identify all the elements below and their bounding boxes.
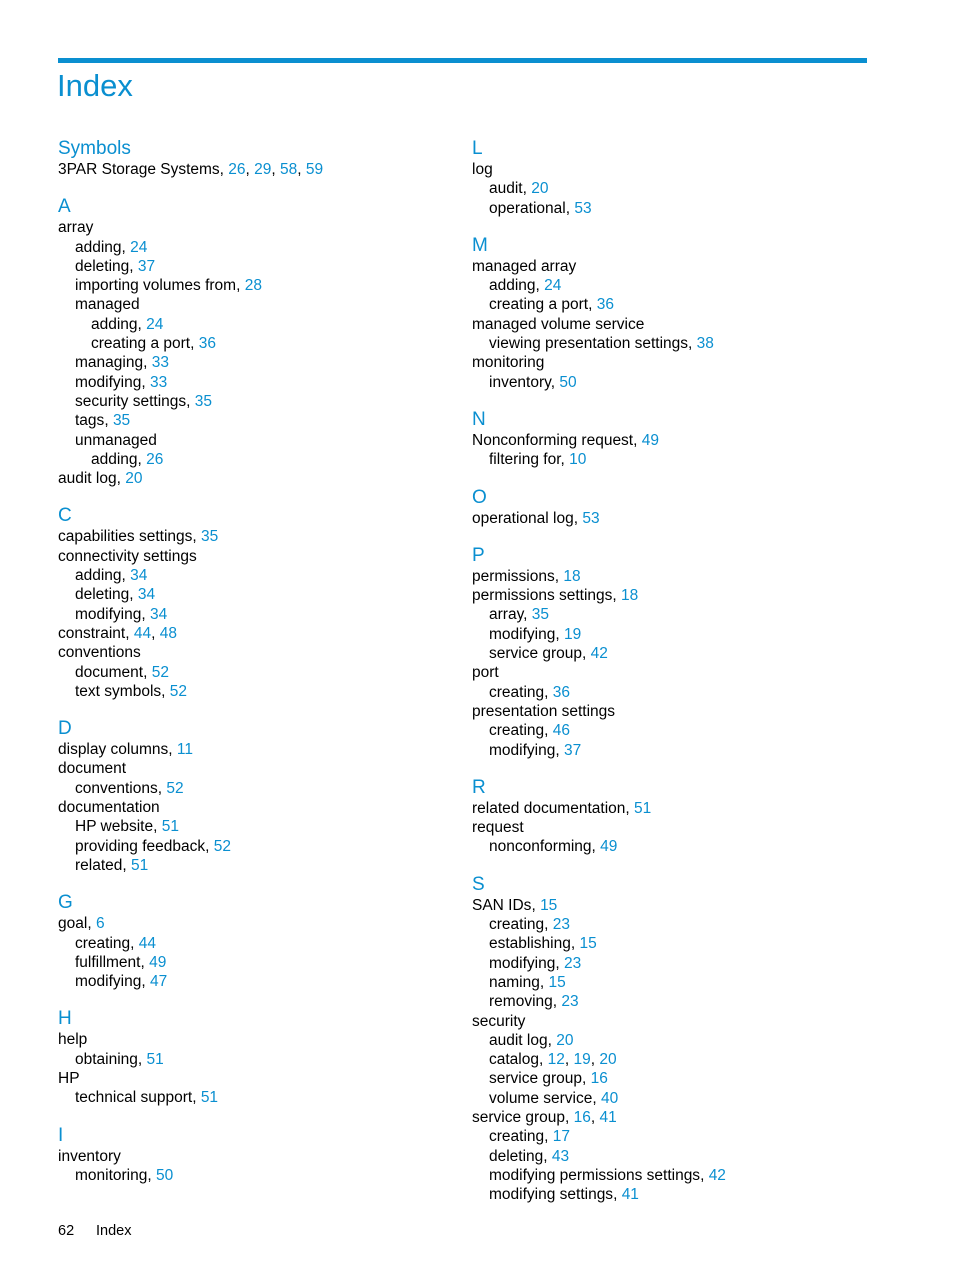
index-term: adding <box>75 567 122 585</box>
index-section <box>472 545 892 760</box>
index-term: modifying <box>75 373 142 391</box>
index-term: HP <box>58 1069 80 1087</box>
index-entry: creating, 17 <box>489 1128 571 1146</box>
page-link[interactable]: 36 <box>552 683 571 701</box>
index-entry: constraint, 44, 48 <box>58 624 177 642</box>
index-entry: establishing, 15 <box>489 935 597 953</box>
index-entry: nonconforming, 49 <box>489 838 618 856</box>
index-entry: related, 51 <box>75 856 149 874</box>
page-link[interactable]: 35 <box>194 392 213 410</box>
footer-label: Index <box>96 1223 132 1239</box>
index-entry <box>472 702 892 721</box>
index-term: creating <box>489 1128 545 1146</box>
index-term: security <box>472 1012 526 1030</box>
index-entry: service group, 16 <box>489 1070 608 1088</box>
page-link[interactable]: 20 <box>531 180 549 198</box>
index-term: creating <box>489 722 545 740</box>
index-term: tags <box>75 412 105 430</box>
index-term: filtering for <box>489 451 561 469</box>
index-section <box>472 777 892 857</box>
index-entry: document, 52 <box>75 663 169 681</box>
page-link[interactable]: 16 <box>590 1070 608 1088</box>
index-section <box>58 196 478 488</box>
index-term: adding <box>91 315 138 333</box>
page-link[interactable]: 58 <box>280 161 298 178</box>
index-term: creating a port <box>489 296 589 314</box>
page-link[interactable]: 34 <box>130 567 148 585</box>
page-link[interactable]: 43 <box>551 1147 570 1165</box>
index-term: modifying settings <box>489 1186 614 1204</box>
index-term: conventions <box>75 779 158 797</box>
index-term: Nonconforming request <box>472 431 634 449</box>
index-entry: security settings, 35 <box>75 392 213 410</box>
page-link[interactable]: 15 <box>540 896 558 914</box>
page-link[interactable]: 23 <box>563 954 582 972</box>
index-entry: creating a port, 36 <box>91 335 216 353</box>
index-term: document <box>58 760 127 778</box>
index-term: related documentation <box>472 799 626 817</box>
index-term: nonconforming <box>489 838 592 856</box>
page-link[interactable]: 6 <box>95 915 105 933</box>
index-term: modifying <box>489 625 556 643</box>
index-entry: SAN IDs, 15 <box>472 896 558 914</box>
index-term: creating a port <box>91 335 191 353</box>
page-link[interactable]: 42 <box>590 645 608 663</box>
index-entry <box>58 798 478 817</box>
index-entry <box>58 1069 478 1088</box>
index-entry: text symbols, 52 <box>75 682 188 700</box>
index-term: service group <box>489 645 583 663</box>
index-entry: managing, 33 <box>75 354 169 372</box>
index-term: array <box>489 606 524 624</box>
index-term: inventory <box>58 1147 121 1165</box>
page-link[interactable]: 51 <box>146 1050 164 1068</box>
index-entry: creating, 44 <box>75 934 157 952</box>
section-letter: H <box>58 1008 72 1030</box>
index-term: technical support <box>75 1089 193 1107</box>
index-entry: obtaining, 51 <box>75 1050 164 1068</box>
page-link[interactable]: 10 <box>569 451 587 469</box>
index-entry: related documentation, 51 <box>472 799 652 817</box>
index-entry: filtering for, 10 <box>489 451 587 469</box>
footer-page-number: 62 <box>58 1223 75 1239</box>
index-entry: modifying permissions settings, 42 <box>489 1166 726 1184</box>
section-letter: I <box>58 1124 64 1146</box>
index-entry <box>58 218 478 237</box>
index-entry: creating a port, 36 <box>489 296 614 314</box>
index-section <box>58 718 478 875</box>
index-entry: adding, 34 <box>75 567 148 585</box>
index-entry: tags, 35 <box>75 412 131 430</box>
page-link[interactable]: 35 <box>201 528 219 546</box>
page-link[interactable]: 23 <box>552 916 571 934</box>
page-link[interactable]: 50 <box>156 1166 174 1184</box>
index-term: capabilities settings <box>58 528 193 546</box>
index-entry: operational log, 53 <box>472 509 600 527</box>
index-entry: array, 35 <box>489 606 550 624</box>
page-link[interactable]: 51 <box>634 799 652 817</box>
page-link[interactable]: 15 <box>548 973 566 991</box>
page-link[interactable]: 37 <box>137 257 156 275</box>
index-term: adding <box>75 238 122 256</box>
page-link[interactable]: 40 <box>601 1089 619 1107</box>
page-link[interactable]: 24 <box>146 315 164 333</box>
index-entry <box>472 160 892 179</box>
index-entry <box>472 1012 892 1031</box>
section-letter: M <box>472 234 488 256</box>
index-term: monitoring <box>472 354 545 372</box>
index-term: constraint <box>58 624 126 642</box>
index-term: permissions <box>472 567 555 585</box>
index-term: adding <box>91 450 138 468</box>
index-entry: HP website, 51 <box>75 818 179 836</box>
section-letter: A <box>58 196 71 218</box>
index-entry: service group, 42 <box>489 645 608 663</box>
index-entry: audit, 20 <box>489 180 549 198</box>
index-entry: conventions, 52 <box>75 779 184 797</box>
index-term: naming <box>489 973 540 991</box>
page-link[interactable]: 24 <box>130 238 148 256</box>
index-entry: modifying, 34 <box>75 605 168 623</box>
index-term: managed volume service <box>472 315 645 333</box>
index-term: operational <box>489 199 566 217</box>
page-link[interactable]: 19 <box>573 1051 591 1069</box>
index-column-right <box>472 138 892 1221</box>
page-link[interactable]: 26 <box>146 450 164 468</box>
page-link[interactable]: 20 <box>599 1051 617 1069</box>
page-link[interactable]: 19 <box>563 625 582 643</box>
section-letter: O <box>472 486 487 508</box>
index-entry: adding, 26 <box>91 450 164 468</box>
index-section <box>472 138 892 218</box>
index-term: service group <box>489 1070 583 1088</box>
page-link[interactable]: 35 <box>531 606 550 624</box>
index-term: deleting <box>75 586 130 604</box>
section-letter: C <box>58 505 72 527</box>
index-term: audit log <box>58 470 117 488</box>
index-entry: creating, 23 <box>489 916 571 934</box>
page-link[interactable]: 34 <box>149 605 168 623</box>
index-term: array <box>58 219 94 237</box>
page-link[interactable]: 52 <box>213 837 231 855</box>
page-link[interactable]: 44 <box>138 934 157 952</box>
page-link[interactable]: 36 <box>198 335 216 353</box>
index-section <box>58 1125 478 1186</box>
index-term: removing <box>489 993 553 1011</box>
section-letter: Symbols <box>58 138 131 159</box>
page-link[interactable]: 49 <box>600 838 618 856</box>
index-entry <box>58 1030 478 1049</box>
index-term: modifying <box>75 605 142 623</box>
index-term: creating <box>489 916 545 934</box>
page-link[interactable]: 16 <box>573 1108 591 1126</box>
index-entry: providing feedback, 52 <box>75 837 231 855</box>
index-term: modifying <box>489 741 556 759</box>
page-link[interactable]: 49 <box>641 431 659 449</box>
index-term: volume service <box>489 1089 593 1107</box>
index-term: managed <box>75 296 140 314</box>
page-link[interactable]: 35 <box>112 412 131 430</box>
index-term: audit <box>489 180 523 198</box>
page-link[interactable]: 33 <box>151 354 169 372</box>
index-column-left <box>58 138 478 1202</box>
index-entry: audit log, 20 <box>489 1031 574 1049</box>
index-entry: modifying settings, 41 <box>489 1186 639 1204</box>
index-term: SAN IDs <box>472 896 532 914</box>
index-term: HP website <box>75 818 154 836</box>
index-term: inventory <box>489 373 551 391</box>
index-entry: permissions settings, 18 <box>472 587 639 605</box>
page-link[interactable]: 52 <box>166 779 184 797</box>
index-entry <box>58 1147 478 1166</box>
index-entry: operational, 53 <box>489 199 592 217</box>
index-term: permissions settings <box>472 587 613 605</box>
section-letter: D <box>58 718 72 740</box>
index-term: port <box>472 664 499 682</box>
index-term: catalog <box>489 1051 539 1069</box>
index-entry <box>58 295 478 314</box>
page-link[interactable]: 23 <box>561 993 579 1011</box>
index-term: security settings <box>75 392 187 410</box>
index-term: 3PAR Storage Systems <box>58 161 220 178</box>
index-entry: adding, 24 <box>489 277 562 295</box>
index-section <box>58 138 478 179</box>
page-link[interactable]: 18 <box>621 587 639 605</box>
index-entry: adding, 24 <box>91 315 164 333</box>
index-entry <box>58 431 478 450</box>
index-term: importing volumes from <box>75 277 237 295</box>
index-entry: modifying, 33 <box>75 373 168 391</box>
index-term: service group <box>472 1108 566 1126</box>
index-entry: creating, 46 <box>489 722 571 740</box>
index-entry: deleting, 43 <box>489 1147 570 1165</box>
index-entry <box>472 315 892 334</box>
index-section <box>58 505 478 701</box>
index-term: deleting <box>75 257 130 275</box>
index-term: modifying permissions settings <box>489 1166 701 1184</box>
index-entry: service group, 16, 41 <box>472 1108 617 1126</box>
page-link[interactable]: 51 <box>200 1089 219 1107</box>
page-link[interactable]: 46 <box>552 722 571 740</box>
page-link[interactable]: 42 <box>708 1166 726 1184</box>
page-link[interactable]: 50 <box>559 373 577 391</box>
index-entry: deleting, 37 <box>75 257 156 275</box>
section-letter: L <box>472 138 483 159</box>
page-link[interactable]: 59 <box>305 161 324 178</box>
page-link[interactable]: 38 <box>696 335 714 353</box>
index-entry <box>472 257 892 276</box>
page-link[interactable]: 20 <box>556 1031 574 1049</box>
page-link[interactable]: 26 <box>228 161 246 178</box>
index-entry: display columns, 11 <box>58 741 193 759</box>
index-term: providing feedback <box>75 837 206 855</box>
index-term: goal <box>58 915 88 933</box>
index-entry <box>58 643 478 662</box>
index-entry: removing, 23 <box>489 993 579 1011</box>
page-link[interactable]: 12 <box>547 1051 565 1069</box>
page-link[interactable]: 34 <box>137 586 156 604</box>
page-link[interactable]: 53 <box>582 509 600 527</box>
page-link[interactable]: 36 <box>596 296 614 314</box>
index-term: unmanaged <box>75 431 157 449</box>
index-entry: goal, 6 <box>58 915 105 933</box>
index-entry: creating, 36 <box>489 683 571 701</box>
section-letter: G <box>58 892 73 914</box>
index-section <box>472 487 892 528</box>
index-entry: modifying, 23 <box>489 954 582 972</box>
index-entry: capabilities settings, 35 <box>58 528 219 546</box>
index-term: document <box>75 663 144 681</box>
page-link[interactable]: 47 <box>149 973 168 991</box>
page-link[interactable]: 11 <box>176 741 193 759</box>
index-entry: volume service, 40 <box>489 1089 619 1107</box>
index-entry <box>472 663 892 682</box>
index-term: obtaining <box>75 1050 138 1068</box>
index-section <box>472 409 892 470</box>
index-term: request <box>472 819 524 837</box>
index-term: creating <box>489 683 545 701</box>
page-link[interactable]: 20 <box>125 470 143 488</box>
index-term: creating <box>75 934 131 952</box>
page-link[interactable]: 52 <box>151 663 169 681</box>
index-term: related <box>75 856 123 874</box>
index-entry: viewing presentation settings, 38 <box>489 335 714 353</box>
page-link[interactable]: 18 <box>563 567 581 585</box>
index-term: modifying <box>489 954 556 972</box>
page-link[interactable]: 24 <box>544 277 562 295</box>
index-term: conventions <box>58 644 141 662</box>
page-link[interactable]: 17 <box>552 1128 571 1146</box>
index-term: audit log <box>489 1031 548 1049</box>
index-term: text symbols <box>75 682 162 700</box>
index-entry: fulfillment, 49 <box>75 953 167 971</box>
index-entry <box>472 818 892 837</box>
section-letter: R <box>472 776 486 798</box>
index-entry: permissions, 18 <box>472 567 581 585</box>
index-entry: adding, 24 <box>75 238 148 256</box>
index-entry: modifying, 47 <box>75 973 168 991</box>
index-term: managing <box>75 354 144 372</box>
page-link[interactable]: 51 <box>131 856 149 874</box>
index-entry: monitoring, 50 <box>75 1166 174 1184</box>
page-link[interactable]: 41 <box>599 1108 617 1126</box>
index-entry: modifying, 37 <box>489 741 582 759</box>
section-letter: N <box>472 408 486 430</box>
page-link[interactable]: 49 <box>149 953 167 971</box>
index-term: connectivity settings <box>58 547 197 565</box>
index-entry <box>472 353 892 372</box>
section-letter: P <box>472 544 485 566</box>
index-section <box>58 892 478 991</box>
index-term: documentation <box>58 799 160 817</box>
index-entry: Nonconforming request, 49 <box>472 431 659 449</box>
index-section <box>58 1008 478 1107</box>
page-link[interactable]: 52 <box>169 682 188 700</box>
index-term: presentation settings <box>472 702 616 720</box>
index-term: monitoring <box>75 1166 148 1184</box>
index-term: fulfillment <box>75 953 141 971</box>
index-term: modifying <box>75 973 142 991</box>
index-entry <box>58 759 478 778</box>
page-link[interactable]: 51 <box>161 818 179 836</box>
page-link[interactable]: 44 <box>133 624 152 642</box>
page-link[interactable]: 29 <box>254 161 272 178</box>
index-entry: catalog, 12, 19, 20 <box>489 1051 617 1069</box>
page-link[interactable]: 15 <box>579 935 597 953</box>
page-link[interactable]: 28 <box>244 277 262 295</box>
index-section <box>472 874 892 1205</box>
index-term: deleting <box>489 1147 544 1165</box>
index-entry: deleting, 34 <box>75 586 156 604</box>
index-entry: technical support, 51 <box>75 1089 219 1107</box>
index-section <box>472 235 892 392</box>
section-letter: S <box>472 873 485 895</box>
index-entry: importing volumes from, 28 <box>75 277 262 295</box>
page-link[interactable]: 53 <box>574 199 592 217</box>
index-entry: naming, 15 <box>489 973 566 991</box>
index-entry: audit log, 20 <box>58 470 143 488</box>
index-term: help <box>58 1031 88 1049</box>
page-link[interactable]: 48 <box>159 624 177 642</box>
index-entry <box>58 547 478 566</box>
index-term: adding <box>489 277 536 295</box>
index-entry: modifying, 19 <box>489 625 582 643</box>
index-term: managed array <box>472 257 577 275</box>
index-term: display columns <box>58 741 169 759</box>
page-link[interactable]: 37 <box>563 741 582 759</box>
index-term: establishing <box>489 935 571 953</box>
page-title: Index <box>57 68 133 103</box>
index-term: viewing presentation settings <box>489 335 689 353</box>
top-rule <box>58 58 867 63</box>
page-link[interactable]: 41 <box>621 1186 639 1204</box>
page-link[interactable]: 33 <box>149 373 168 391</box>
index-entry: 3PAR Storage Systems, 26, 29, 58, 59 <box>58 161 324 178</box>
index-term: log <box>472 161 493 178</box>
index-term: operational log <box>472 509 574 527</box>
index-entry: inventory, 50 <box>489 373 577 391</box>
page-footer <box>58 1222 131 1240</box>
